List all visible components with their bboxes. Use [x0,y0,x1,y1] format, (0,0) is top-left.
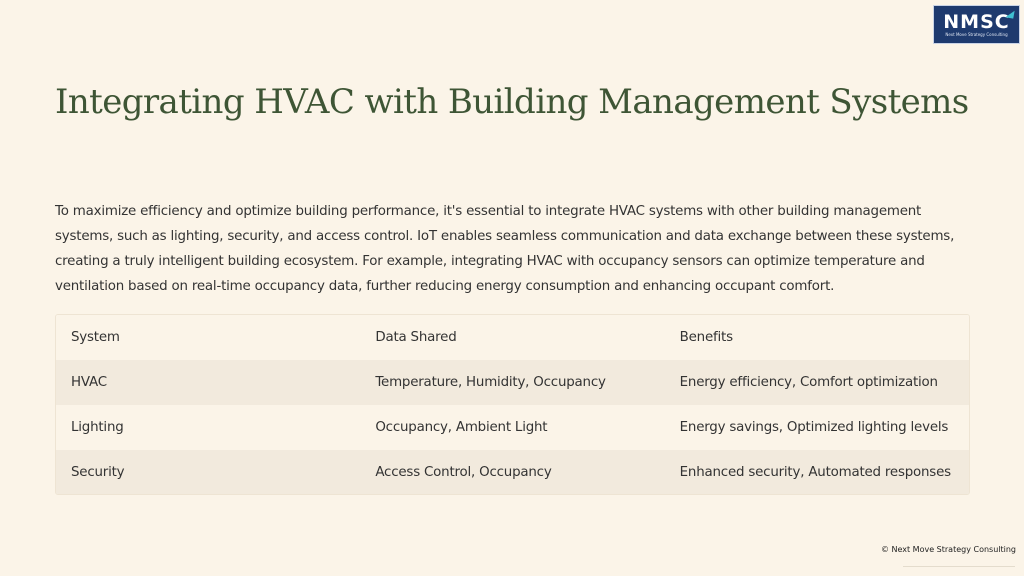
header-cell-system: System [71,330,120,345]
logo-text: NMSC [943,10,1010,33]
table-cell: Occupancy, Ambient Light [375,420,548,435]
table-header-row [56,315,969,360]
slide-title: Integrating HVAC with Building Management Systems [55,82,969,122]
company-logo [933,5,1020,44]
footer-divider [903,566,1015,567]
body-paragraph: To maximize efficiency and optimize building performance, it's essential to integrate HVAC systems with other building management systems, such as lighting, security, and access control. IoT enables seamless communication and data exchange between these systems, creating a truly intelligent building ecosystem. For example, integrating HVAC with occupancy sensors can optimize temperature and ventilation based on real-time occupancy data, further reducing energy consumption and enhancing occupant comfort. [55,204,955,294]
table-cell: Energy savings, Optimized lighting levels [679,420,949,435]
header-cell-benefits: Benefits [679,330,733,345]
table-cell: Enhanced security, Automated responses [679,465,951,480]
table-cell: Access Control, Occupancy [375,465,552,480]
logo-subtitle: Next Move Strategy Consulting [945,31,1008,37]
table-row [56,360,969,405]
table-cell: Energy efficiency, Comfort optimization [679,375,938,390]
header-cell-data-shared: Data Shared [375,330,457,345]
table-row [56,405,969,450]
table-cell: HVAC [71,375,107,390]
table-cell: Security [71,465,125,480]
table-cell: Temperature, Humidity, Occupancy [375,375,606,390]
table-cell: Lighting [71,420,124,435]
table-row [56,450,969,495]
integration-table [55,314,970,495]
logo-arrow-icon [1005,9,1014,18]
copyright-footer: © Next Move Strategy Consulting [880,545,1016,554]
